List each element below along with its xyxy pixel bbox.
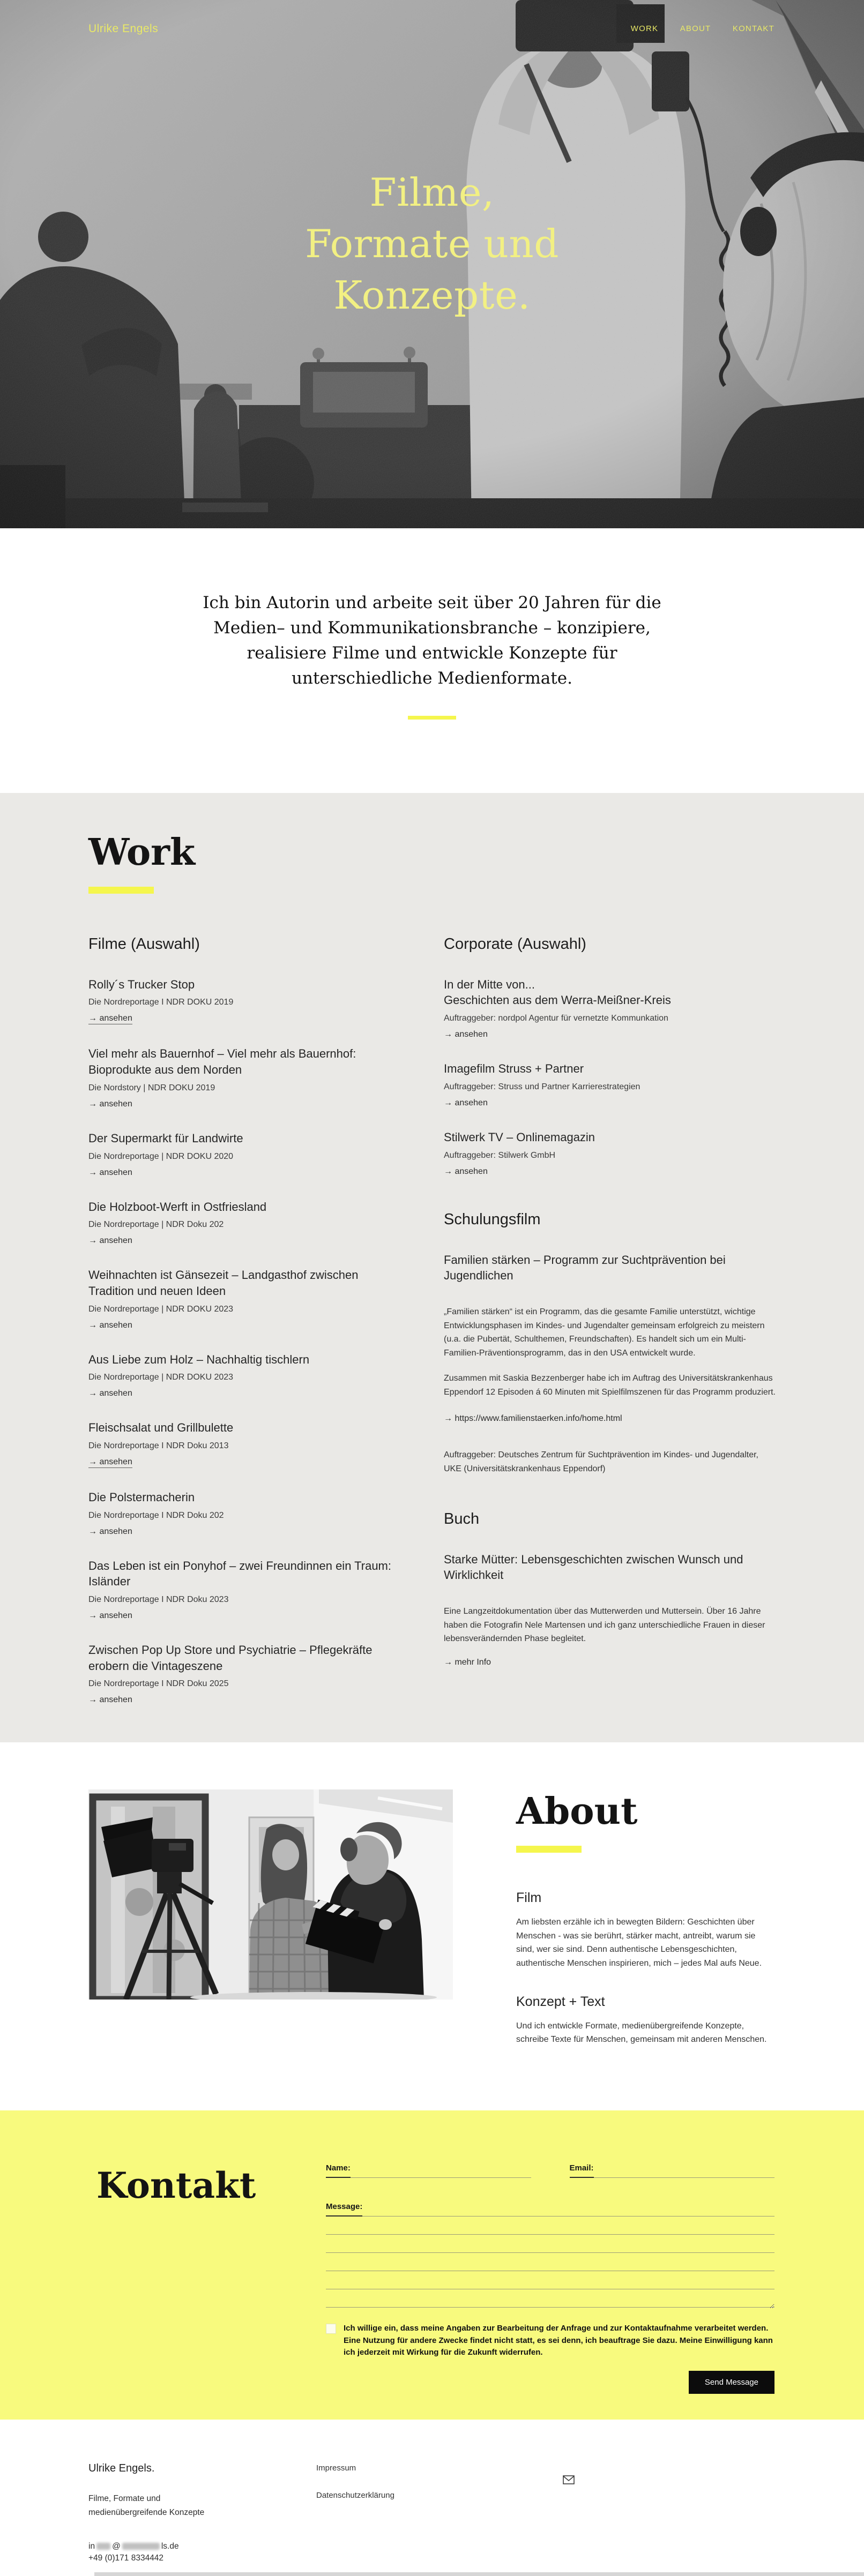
work-item-title-line: Geschichten aus dem Werra-Meißner-Kreis [444,993,671,1007]
work-item-meta: Die Nordreportage | NDR DOKU 2020 [88,1151,234,1161]
ansehen-link[interactable]: → ansehen [88,1457,132,1468]
ansehen-link[interactable]: → ansehen [88,1014,132,1024]
work-item-meta: Die Nordreportage I NDR Doku 2023 [88,1595,229,1605]
message-label-row [326,2199,774,2216]
email-input[interactable] [594,2161,774,2178]
work-item-title: Starke Mütter: Lebensgeschichten zwischen Wunsch und Wirklichkeit [444,1552,743,1582]
nav-item-work[interactable]: WORK [630,24,659,33]
schulungsfilm-client: Auftraggeber: Deutsches Zentrum für Suchtprävention im Kindes- und Jugendalter, UKE (Universitätskrankenhaus Eppendorf) [444,1450,758,1474]
work-item-meta: Auftraggeber: nordpol Agentur für vernetzte Kommunkation [444,1014,668,1023]
work-item [444,977,776,1039]
work-columns [88,935,776,1727]
consent-checkbox[interactable] [326,2324,336,2334]
name-email-row [326,2161,774,2178]
email-redacted-part [96,2543,110,2550]
work-item-title: Rolly´s Trucker Stop [88,977,195,991]
ansehen-link[interactable]: → ansehen [88,1320,132,1330]
hero-section [0,0,864,528]
schulungsfilm-block [444,1211,776,1476]
footer-contact [88,2542,316,2565]
kontakt-title: Kontakt [96,2165,256,2207]
footer-tagline: medienübergreifende Konzepte [88,2508,205,2518]
footer-links [316,2462,563,2565]
message-first-line [362,2199,774,2216]
work-item-title: Fleischsalat und Grillbulette [88,1421,234,1435]
work-section [0,793,864,1742]
name-field [326,2161,531,2178]
ansehen-link[interactable]: → ansehen [88,1167,132,1177]
ansehen-link[interactable]: → ansehen [444,1166,488,1176]
work-item [88,1267,397,1330]
message-textarea[interactable] [326,2216,774,2309]
buch-heading: Buch [444,1510,480,1527]
work-item [88,1130,397,1178]
email-link[interactable] [563,2475,575,2484]
site-logo[interactable]: Ulrike Engels [88,23,159,35]
work-item-title: Imagefilm Struss + Partner [444,1062,584,1076]
intro-section [0,528,864,793]
work-item [88,1642,397,1705]
about-photo [88,1789,453,2000]
corporate-column [444,935,776,1727]
ansehen-link[interactable]: → ansehen [88,1236,132,1246]
work-item-title: Die Polstermacherin [88,1490,195,1504]
main-nav [612,24,774,34]
contact-form [326,2153,774,2394]
filme-column [88,935,397,1727]
consent-row [326,2323,774,2359]
yellow-divider [408,716,456,720]
message-label: Message: [326,2202,362,2216]
about-film-heading: Film [516,1890,542,1906]
familienstaerken-link[interactable]: → https://www.familienstaerken.info/home.html [444,1414,622,1424]
ansehen-link[interactable]: → ansehen [88,1099,132,1109]
work-item-title: Das Leben ist ein Ponyhof – zwei Freundinnen ein Traum: Isländer [88,1559,391,1589]
work-item-meta: Die Nordreportage I NDR Doku 202 [88,1510,224,1520]
work-item-title [444,977,776,1008]
footer-phone: +49 (0)171 8334442 [88,2553,164,2563]
send-message-button[interactable]: Send Message [689,2371,774,2394]
work-item [444,1552,776,1583]
work-item [88,1046,397,1109]
top-navigation [88,23,774,35]
work-item [444,1061,776,1108]
work-item-meta: Auftraggeber: Stilwerk GmbH [444,1150,556,1160]
schulungsfilm-text: Zusammen mit Saskia Bezzenberger habe ich im Auftrag des Universitätskrankenhaus Eppendorf 12 Episoden á 60 Minuten mit Spielfilmszenen für das Programm produziert. [444,1374,776,1397]
filme-heading: Filme (Auswahl) [88,935,200,953]
nav-item-kontakt[interactable]: KONTAKT [732,24,774,33]
work-item [88,977,397,1025]
about-konzept-text: Und ich entwickle Formate, medienübergreifende Konzepte, schreibe Texte für Menschen, gemeinsam mit anderen Menschen. [516,2021,767,2045]
intro-text: Ich bin Autorin und arbeite seit über 20 Jahren für die Medien– und Kommunikationsbranche – konzipiere, realisiere Filme und entwickle Konzepte für unterschiedliche Medienformate. [203,593,661,688]
impressum-link[interactable]: Impressum [316,2463,356,2473]
work-item [444,1129,776,1177]
work-item-meta: Die Nordstory | NDR DOKU 2019 [88,1083,215,1092]
work-item [88,1420,397,1468]
email-visible-part: ls.de [161,2541,179,2551]
yellow-bar [516,1846,582,1853]
work-item-title: Weihnachten ist Gänsezeit – Landgasthof zwischen Tradition und neuen Ideen [88,1268,359,1298]
footer-tagline: Filme, Formate und [88,2493,161,2503]
ansehen-link[interactable]: → ansehen [88,1526,132,1536]
work-item [444,1252,776,1284]
work-item-title: Zwischen Pop Up Store und Psychiatrie – Pflegekräfte erobern die Vintageszene [88,1643,373,1673]
about-section [0,1742,864,2110]
ansehen-link[interactable]: → ansehen [444,1030,488,1039]
work-item [88,1352,397,1399]
email-label: Email: [570,2163,594,2178]
footer-name: Ulrike Engels. [88,2462,155,2474]
work-item-title: Stilwerk TV – Onlinemagazin [444,1130,595,1144]
yellow-bar [88,887,154,894]
mehr-info-link[interactable]: → mehr Info [444,1657,491,1667]
nav-item-about[interactable]: ABOUT [680,24,711,33]
work-item-title: Viel mehr als Bauernhof – Viel mehr als Bauernhof: Bioprodukte aus dem Norden [88,1047,356,1077]
work-item-title-line: In der Mitte von... [444,977,535,991]
ansehen-link[interactable]: → ansehen [444,1098,488,1107]
ansehen-link[interactable]: → ansehen [88,1695,132,1705]
footer-icon-area [563,2462,575,2565]
ansehen-link[interactable]: → ansehen [88,1389,132,1398]
work-item-meta: Die Nordreportage | NDR DOKU 2023 [88,1304,234,1314]
work-item [88,1558,397,1621]
email-visible-part: in [88,2541,95,2551]
about-photo-image [88,1789,453,2000]
about-title: About [516,1790,638,1833]
about-film-text: Am liebsten erzähle ich in bewegten Bildern: Geschichten über Menschen - was sie berührt, stärker macht, antreibt, warum sie sind, wer sie sind. Denn authentische Lebensgeschichten, authentische Menschen inspirieren, mich – jedes Mal aufs Neue. [516,1918,762,1968]
schulungsfilm-text: „Familien stärken“ ist ein Programm, das die gesamte Familie unterstützt, wichtige Entwicklungsphasen im Kindes- und Jugendalter gemeinsam erfolgreich zu meistern (u.a. die Pubertät, Schulthemen, Freundschaften). Es handelt sich um ein Multi-Familien-Präventionsprogramm, das in den USA entwickelt wurde. [444,1307,765,1358]
footer-identity [88,2462,316,2565]
hero-title-line: Formate und [305,221,559,266]
footer [0,2420,864,2576]
horizontal-scrollbar[interactable] [94,2572,864,2576]
name-input[interactable] [351,2161,531,2178]
footer-email [88,2542,316,2551]
work-item-title: Familien stärken – Programm zur Suchtprävention bei Jugendlichen [444,1253,726,1283]
work-item-meta: Die Nordreportage I NDR Doku 2013 [88,1441,229,1450]
buch-block [444,1510,776,1667]
send-row [326,2371,774,2394]
work-item-title: Der Supermarkt für Landwirte [88,1131,243,1145]
work-item-title: Aus Liebe zum Holz – Nachhaltig tischlern [88,1352,310,1366]
email-field [570,2161,775,2178]
work-title: Work [88,831,196,874]
email-visible-part: @ [112,2541,121,2551]
work-item [88,1199,397,1246]
work-item-meta: Die Nordreportage I NDR Doku 2025 [88,1679,229,1689]
consent-text: Ich willige ein, dass meine Angaben zur Bearbeitung der Anfrage und zur Kontaktaufnahme verarbeitet werden. Eine Nutzung für andere Zwecke findet nicht statt, es sei denn, ich beauftrage Sie dazu. Meine Einwilligung kann ich jederzeit mit Wirkung für die Zukunft widerrufen. [344,2324,773,2357]
buch-text: Eine Langzeitdokumentation über das Mutterwerden und Muttersein. Über 16 Jahre haben die Fotografin Nele Martensen und ich ganz unterschiedliche Frauen in dieser lebensverändernden Phase begleitet. [444,1607,765,1644]
hero-title [0,167,864,321]
work-item [88,1489,397,1537]
hero-title-line: Konzepte. [333,272,531,318]
kontakt-section [0,2110,864,2420]
ansehen-link[interactable]: → ansehen [88,1611,132,1621]
email-redacted-part [122,2543,160,2550]
work-item-meta: Die Nordreportage I NDR DOKU 2019 [88,998,234,1007]
about-konzept-heading: Konzept + Text [516,1994,605,2009]
name-label: Name: [326,2163,351,2178]
about-text-column [516,1789,776,2046]
envelope-icon [563,2475,575,2484]
hero-title-line: Filme, [369,170,495,215]
work-item-meta: Auftraggeber: Struss und Partner Karrierestrategien [444,1082,640,1091]
corporate-heading: Corporate (Auswahl) [444,935,586,953]
schulungsfilm-heading: Schulungsfilm [444,1210,541,1228]
work-item-meta: Die Nordreportage | NDR Doku 202 [88,1220,224,1230]
datenschutz-link[interactable]: Datenschutzerklärung [316,2490,394,2500]
work-item-meta: Die Nordreportage | NDR DOKU 2023 [88,1373,234,1382]
work-item-title: Die Holzboot-Werft in Ostfriesland [88,1200,267,1214]
